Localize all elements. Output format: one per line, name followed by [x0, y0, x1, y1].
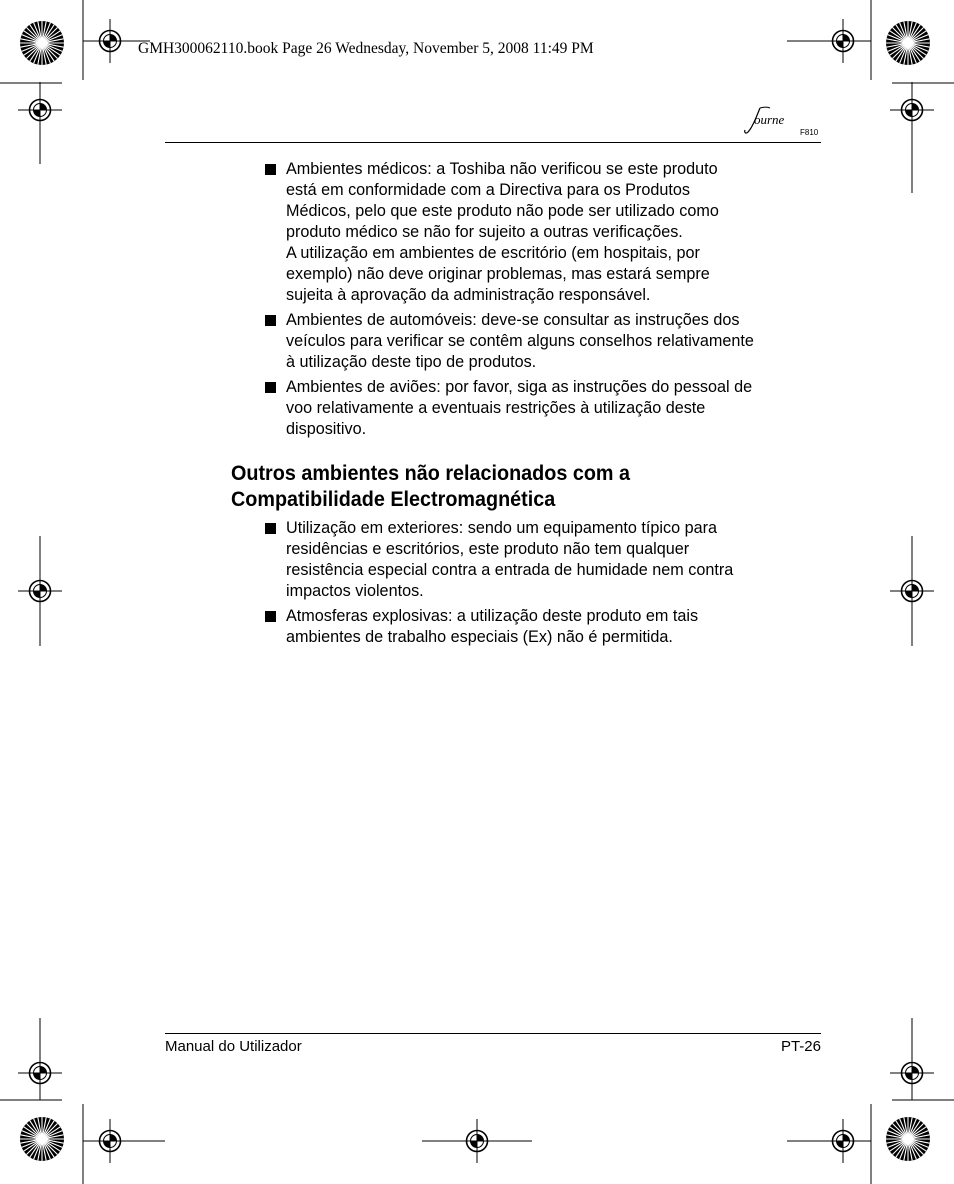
footer-page-number: PT-26 — [780, 1038, 821, 1055]
list-item-line: resistência especial contra a entrada de humidade nem contra — [286, 561, 734, 579]
list-item-line: Ambientes de automóveis: deve-se consultar as instruções dos — [286, 311, 740, 329]
footer-manual-title: Manual do Utilizador — [165, 1038, 302, 1055]
list-item-line: ambientes de trabalho especiais (Ex) não é permitida. — [286, 628, 673, 646]
footer-rule — [165, 1033, 821, 1034]
list-item — [262, 606, 822, 648]
square-bullet-icon — [265, 164, 276, 175]
section-heading — [231, 460, 783, 512]
bullet-list-bottom — [262, 518, 822, 652]
list-item-line: A utilização em ambientes de escritório (em hospitais, por — [286, 244, 700, 262]
list-item-line: dispositivo. — [286, 420, 367, 438]
list-item-line: produto médico se não for sujeito a outras verificações. — [286, 223, 683, 241]
list-item-line: Utilização em exteriores: sendo um equipamento típico para — [286, 519, 717, 537]
list-item-line: está em conformidade com a Directiva para os Produtos — [286, 181, 690, 199]
list-item-line: à utilização deste tipo de produtos. — [286, 353, 537, 371]
print-slug: GMH300062110.book Page 26 Wednesday, November 5, 2008 11:49 PM — [138, 40, 594, 57]
bullet-list-top — [262, 159, 822, 444]
svg-text:ourne: ourne — [754, 112, 785, 127]
section-heading-line: Compatibilidade Electromagnética — [231, 487, 556, 511]
list-item-line: Ambientes médicos: a Toshiba não verificou se este produto — [286, 160, 718, 178]
list-item-line: voo relativamente a eventuais restrições à utilização deste — [286, 399, 706, 417]
list-item-line: Médicos, pelo que este produto não pode ser utilizado como — [286, 202, 719, 220]
model-label: F810 — [800, 128, 819, 137]
list-item-line: impactos violentos. — [286, 582, 424, 600]
list-item-line: Atmosferas explosivas: a utilização deste produto em tais — [286, 607, 699, 625]
square-bullet-icon — [265, 382, 276, 393]
list-item-line: Ambientes de aviões: por favor, siga as instruções do pessoal de — [286, 378, 753, 396]
header-rule — [165, 142, 821, 143]
list-item-line: residências e escritórios, este produto não tem qualquer — [286, 540, 690, 558]
list-item — [262, 377, 822, 440]
list-item-line: sujeita à aprovação da administração responsável. — [286, 286, 651, 304]
list-item — [262, 159, 822, 306]
square-bullet-icon — [265, 611, 276, 622]
square-bullet-icon — [265, 315, 276, 326]
list-item-line: veículos para verificar se contêm alguns conselhos relativamente — [286, 332, 754, 350]
square-bullet-icon — [265, 523, 276, 534]
list-item — [262, 518, 822, 602]
list-item-line: exemplo) não deve originar problemas, mas estará sempre — [286, 265, 710, 283]
section-heading-line: Outros ambientes não relacionados com a — [231, 461, 631, 485]
list-item — [262, 310, 822, 373]
